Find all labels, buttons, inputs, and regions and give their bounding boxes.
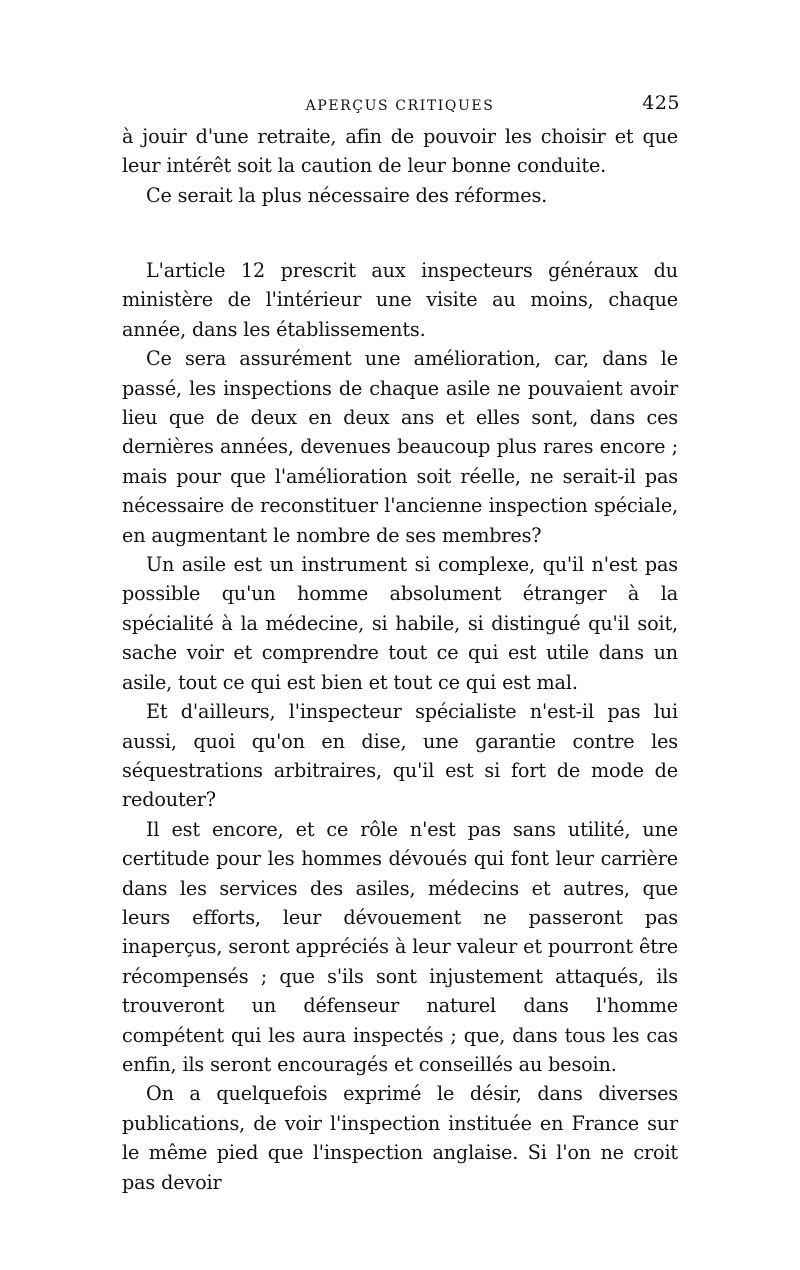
paragraph: L'article 12 prescrit aux inspecteurs généraux du ministère de l'intérieur une visite au moins, chaque année, dans les établissements.	[122, 259, 678, 341]
paragraph: Ce serait la plus nécessaire des réformes.	[146, 183, 548, 207]
paragraph: On a quelquefois exprimé le désir, dans diverses publications, de voir l'inspection instituée en France sur le même pied que l'inspection anglaise. Si l'on ne croit pas devoir	[122, 1082, 678, 1194]
continued-paragraph: à jouir d'une retraite, afin de pouvoir les choisir et que leur intérêt soit la caution de leur bonne conduite.	[122, 125, 678, 178]
text-block-main	[122, 256, 678, 1197]
paragraph: Ce sera assurément une amélioration, car, dans le passé, les inspections de chaque asile ne pouvaient avoir lieu que de deux en deux ans et elles sont, dans ces dernières années, devenues beaucoup plus rares encore ; mais pour que l'amélioration soit réelle, ne serait-il pas nécessaire de reconstituer l'ancienne inspection spéciale, en augmentant le nombre de ses membres?	[122, 347, 678, 547]
paragraph: Et d'ailleurs, l'inspecteur spécialiste n'est-il pas lui aussi, quoi qu'on en dise, une garantie contre les séquestrations arbitraires, qu'il est si fort de mode de redouter?	[122, 700, 678, 812]
running-title: APERÇUS CRITIQUES	[305, 98, 495, 114]
paragraph: Un asile est un instrument si complexe, qu'il n'est pas possible qu'un homme absolument étranger à la spécialité à la médecine, si habile, si distingué qu'il soit, sache voir et comprendre tout ce qui est utile dans un asile, tout ce qui est bien et tout ce qui est mal.	[122, 553, 678, 694]
page-header	[120, 92, 680, 118]
page-number: 425	[642, 92, 680, 114]
text-block-top	[122, 122, 678, 210]
paragraph: Il est encore, et ce rôle n'est pas sans utilité, une certitude pour les hommes dévoués qui font leur carrière dans les services des asiles, médecins et autres, que leurs efforts, leur dévouement ne passeront pas inaperçus, seront appréciés à leur valeur et pourront être récompensés ; que s'ils sont injustement attaqués, ils trouveront un défenseur naturel dans l'homme compétent qui les aura inspectés ; que, dans tous les cas enfin, ils seront encouragés et conseillés au besoin.	[122, 817, 678, 1076]
